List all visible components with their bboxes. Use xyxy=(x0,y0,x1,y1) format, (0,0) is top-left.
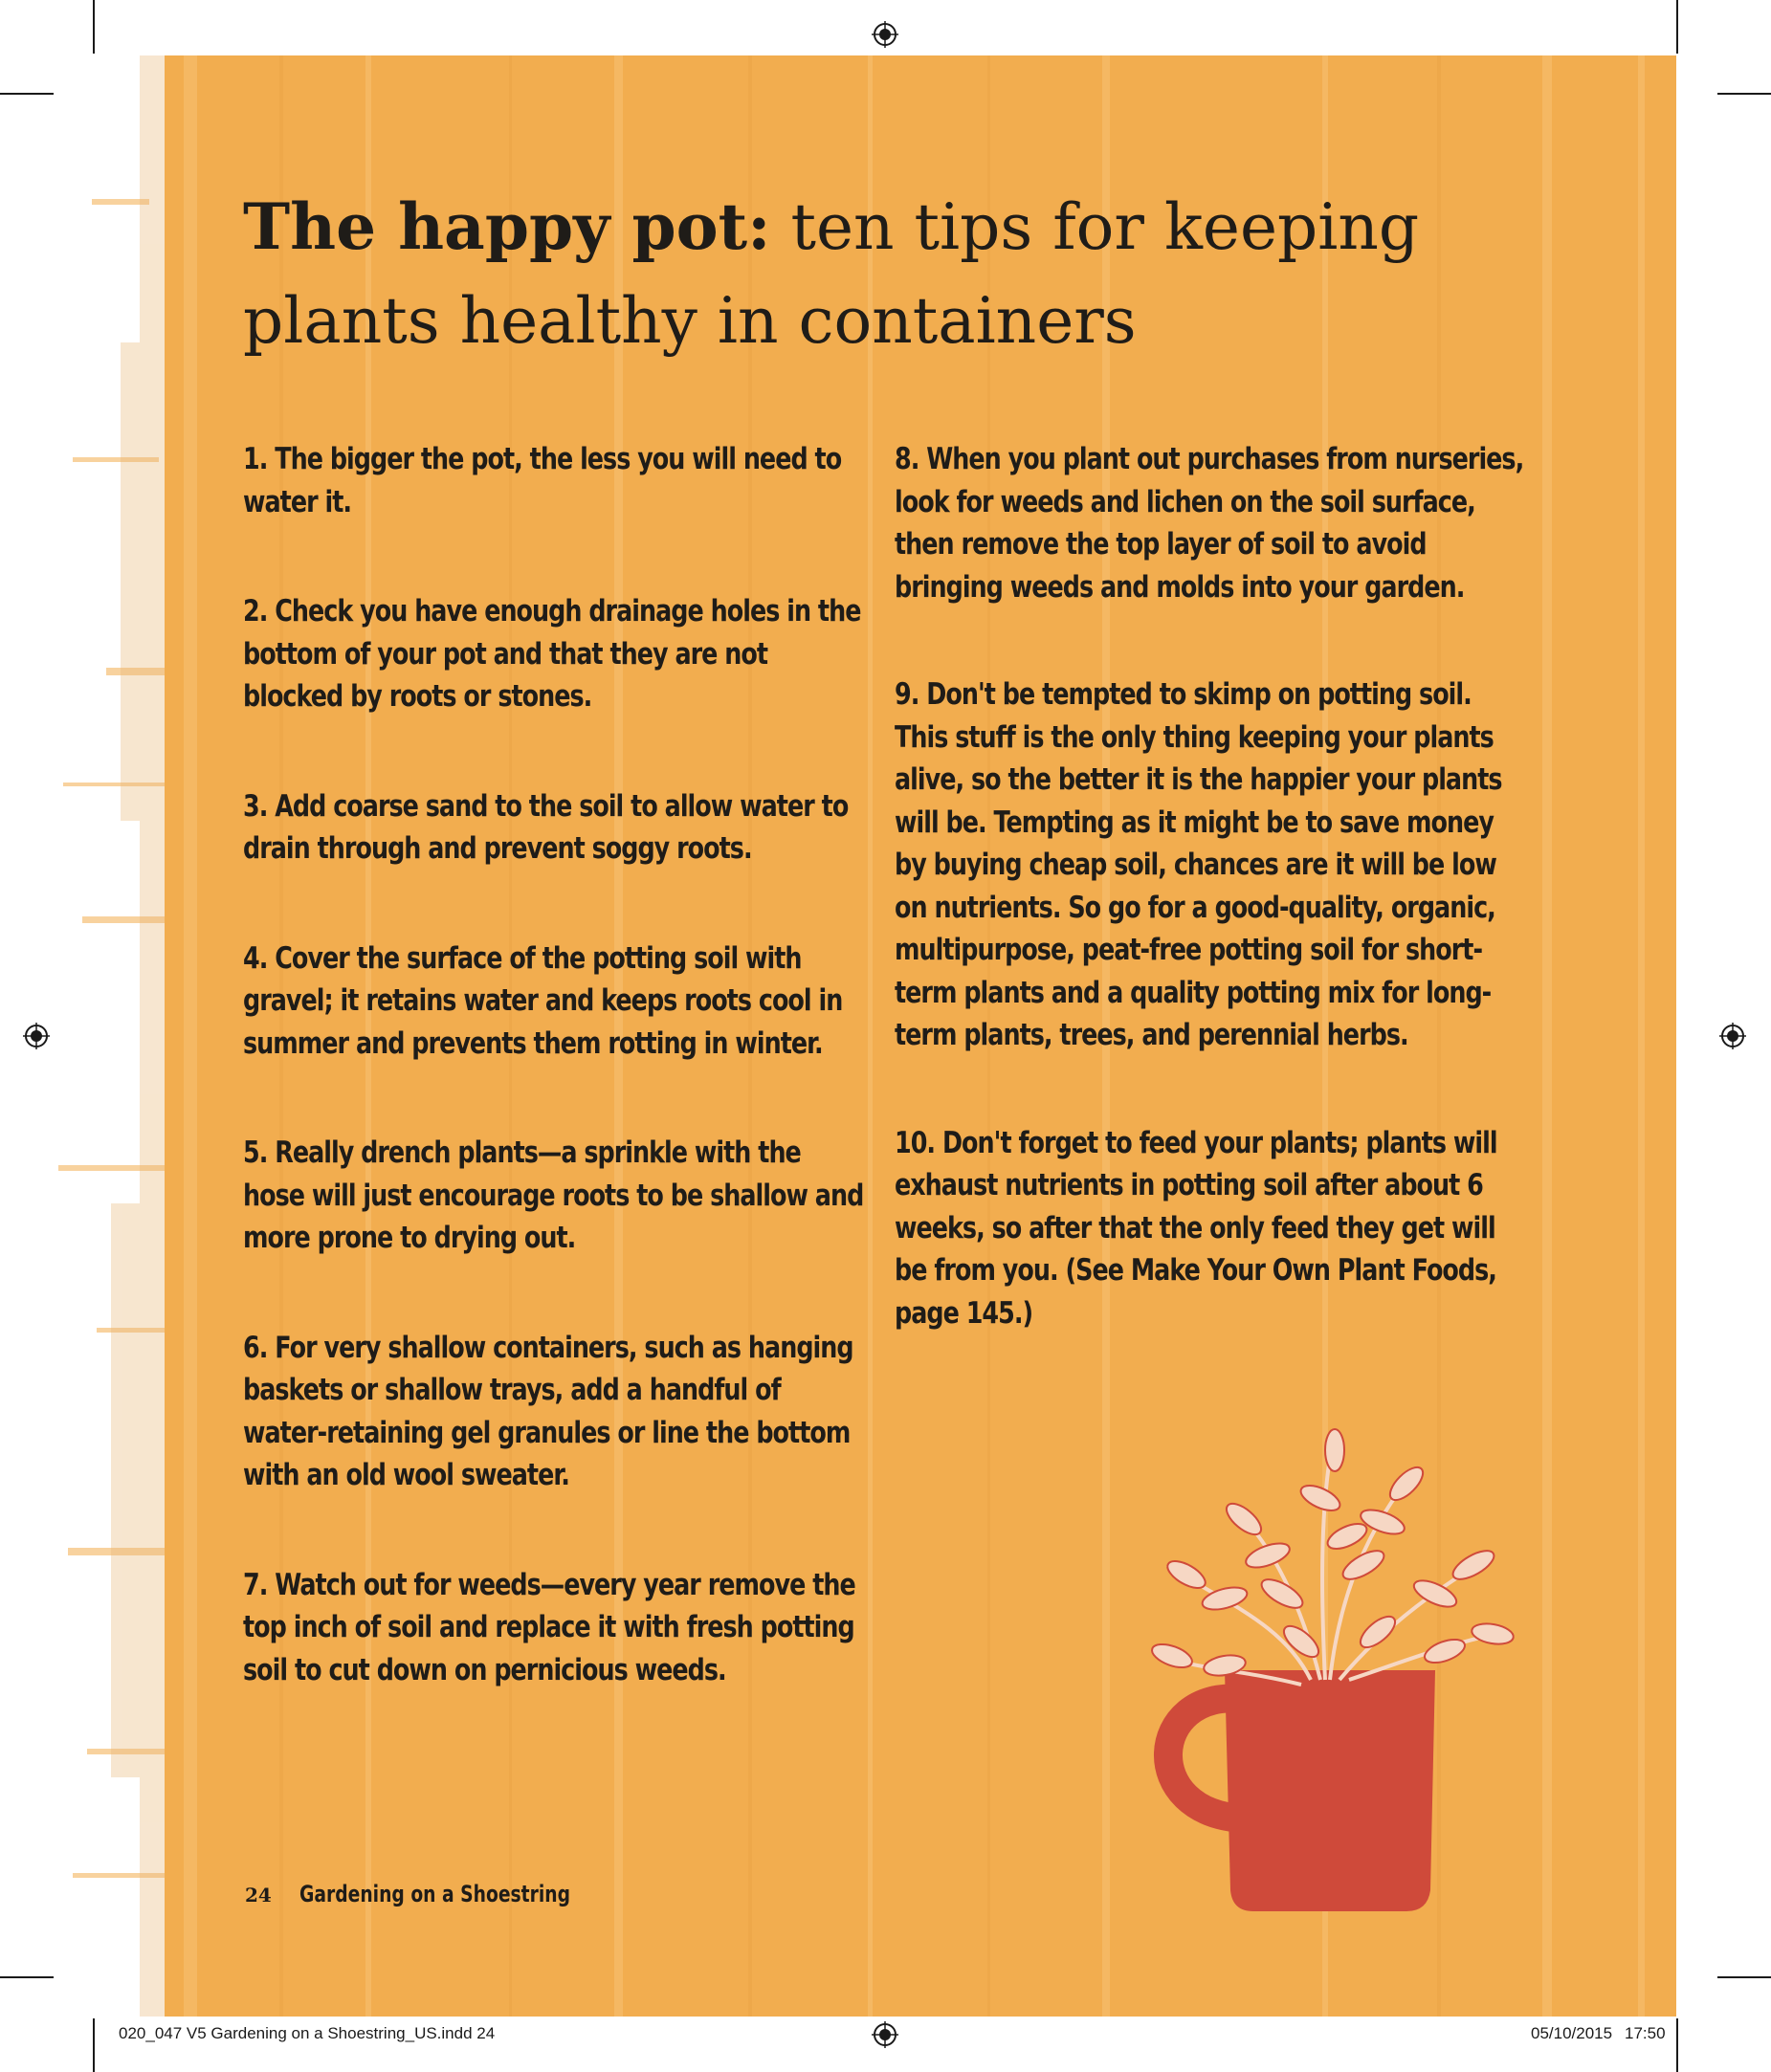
tips-column-left xyxy=(243,438,865,1758)
crop-mark-top-left-h xyxy=(0,93,54,95)
tip-item: 2. Check you have enough drainage holes in the bottom of your pot and that they are not blocked by roots or stones. xyxy=(243,594,861,714)
mug-with-plant-icon xyxy=(1129,1412,1531,1919)
tip-item: 1. The bigger the pot, the less you will need to water it. xyxy=(243,442,842,519)
slug-time: 17:50 xyxy=(1625,2024,1666,2042)
tips-column-right xyxy=(895,438,1526,1400)
registration-mark-icon xyxy=(872,2021,898,2048)
registration-mark-icon xyxy=(872,21,898,48)
crop-mark-bottom-right-h xyxy=(1717,1976,1771,1978)
page-number: 24 xyxy=(245,1884,272,1907)
tip-item: 9. Don't be tempted to skimp on potting soil. This stuff is the only thing keeping your plants alive, so the better it is the happier your plants will be. Tempting as it might be to save money by buying cheap soil, chances are it will be low on nutrients. So go for a good-quality, organic, multipurpose, peat-free potting soil for short-term plants and a quality potting mix for long-term plants, trees, and perennial herbs. xyxy=(895,677,1502,1052)
page-title xyxy=(243,180,1506,368)
tip-item: 4. Cover the surface of the potting soil with gravel; it retains water and keeps roots cool in summer and prevents them rotting in winter. xyxy=(243,940,843,1061)
crop-mark-top-right-h xyxy=(1717,93,1771,95)
tip-item: 6. For very shallow containers, such as hanging baskets or shallow trays, add a handful of water-retaining gel granules or line the bottom with an old wool sweater. xyxy=(243,1330,853,1492)
registration-mark-icon xyxy=(23,1023,50,1049)
crop-mark-bottom-left-v xyxy=(93,2018,95,2072)
tip-item: 5. Really drench plants—a sprinkle with the hose will just encourage roots to be shallow and more prone to drying out. xyxy=(243,1135,864,1255)
tip-item: 10. Don't forget to feed your plants; plants will exhaust nutrients in potting soil after about 6 weeks, so after that the only feed they get will be from you. (See Make Your Own Plant Foods, page 145.) xyxy=(895,1125,1497,1331)
tip-item: 3. Add coarse sand to the soil to allow water to drain through and prevent soggy roots. xyxy=(243,788,849,866)
crop-mark-top-left-v xyxy=(93,0,95,54)
page-footer xyxy=(245,1881,646,1908)
title-bold-part: The happy pot: xyxy=(243,189,771,264)
slug-filename: 020_047 V5 Gardening on a Shoestring_US.indd 24 xyxy=(119,2024,496,2042)
tip-item: 7. Watch out for weeds—every year remove the top inch of soil and replace it with fresh potting soil to cut down on pernicious weeds. xyxy=(243,1567,855,1687)
page xyxy=(165,55,1676,2017)
slug-date: 05/10/2015 xyxy=(1531,2024,1613,2042)
tip-item: 8. When you plant out purchases from nurseries, look for weeds and lichen on the soil surface, then remove the top layer of soil to avoid bringing weeds and molds into your garden. xyxy=(895,442,1524,605)
crop-mark-bottom-right-v xyxy=(1676,2018,1678,2072)
running-title: Gardening on a Shoestring xyxy=(299,1881,570,1907)
crop-mark-bottom-left-h xyxy=(0,1976,54,1978)
crop-mark-top-right-v xyxy=(1676,0,1678,54)
title-rest: ten tips for keeping plants healthy in containers xyxy=(243,190,1420,358)
registration-mark-icon xyxy=(1719,1023,1746,1049)
paint-edge-texture xyxy=(54,55,178,2017)
